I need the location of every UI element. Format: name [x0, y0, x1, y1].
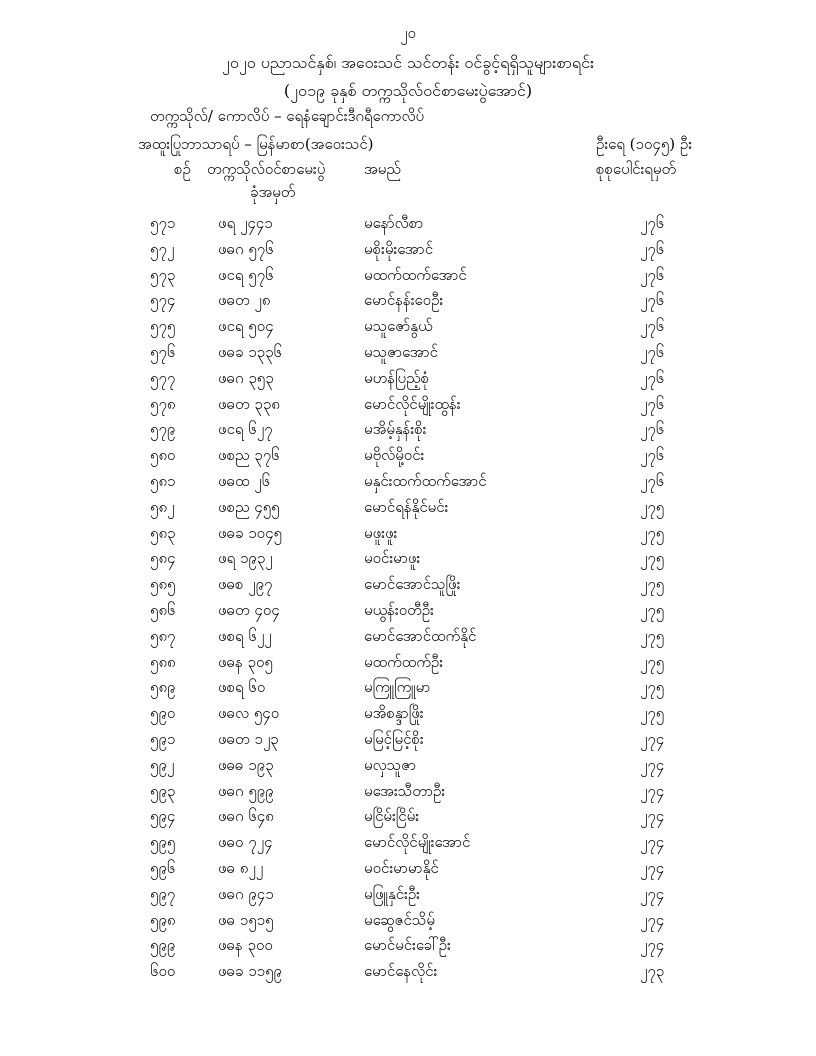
row-marks: ၂၇၆ [640, 265, 665, 284]
row-number: ၅၉၇ [150, 884, 176, 903]
row-marks: ၂၇၅ [640, 523, 665, 542]
row-name: မောင်နေလိုင်း [364, 962, 438, 981]
table-row [0, 859, 816, 885]
row-roll-number: ဖဓ ၁၅၁၅ [218, 910, 274, 929]
row-marks: ၂၇၅ [640, 600, 665, 619]
row-number: ၅၈၅ [150, 575, 176, 594]
row-name: မဝင်းမာမာနိုင် [364, 858, 439, 877]
row-name: မအိစန္ဒာဖြိုး [364, 704, 424, 723]
row-roll-number: ဖဓဂ ၆၄၈ [218, 807, 274, 826]
table-row [0, 936, 816, 962]
row-marks: ၂၇၅ [640, 704, 665, 723]
row-number: ၅၉၆ [150, 858, 176, 877]
row-roll-number: ဖစည ၃၇၆ [218, 446, 280, 465]
row-marks: ၂၇၅ [640, 652, 665, 671]
row-roll-number: ဖစရ ၆၂၂ [218, 626, 272, 645]
row-marks: ၂၇၅ [640, 549, 665, 568]
table-row [0, 575, 816, 601]
row-number: ၅၈၃ [150, 523, 176, 542]
row-name: မောင်နန်းဝေဦး [364, 291, 444, 310]
table-row [0, 291, 816, 317]
table-row [0, 214, 816, 240]
table-row [0, 962, 816, 988]
table-row [0, 730, 816, 756]
row-number: ၅၇၈ [150, 394, 176, 413]
row-marks: ၂၇၃ [640, 962, 665, 981]
row-name: မဖူးဖူး [364, 523, 398, 542]
row-roll-number: ဖဓဓ ၁၉၃ [218, 755, 274, 774]
row-roll-number: ဖဓတ ၃၃၈ [218, 394, 280, 413]
row-name: မငြိမ်းငြိမ်း [364, 807, 420, 826]
header-name: အမည် [364, 160, 401, 178]
row-number: ၅၈၈ [150, 652, 176, 671]
row-roll-number: ဖဓန ၃၀၅ [218, 652, 273, 671]
row-roll-number: ဖရ ၁၉၃၂ [218, 549, 273, 568]
row-roll-number: ဖဓန ၃၀၀ [218, 936, 273, 955]
row-marks: ၂၇၄ [640, 910, 665, 929]
row-roll-number: ဖဓခ ၁၀၄၅ [218, 523, 282, 542]
row-number: ၅၇၅ [150, 317, 176, 336]
row-number: ၅၇၁ [150, 214, 176, 232]
row-name: မဟန်ပြည့်စုံ [364, 368, 430, 387]
row-number: ၅၈၇ [150, 626, 176, 645]
row-number: ၅၉၈ [150, 910, 176, 929]
header-no: စဉ် [174, 160, 191, 178]
table-row [0, 498, 816, 524]
row-marks: ၂၇၅ [640, 575, 665, 594]
total-count: ဦးရေ (၁၀၄၅) ဦး [596, 135, 693, 153]
row-marks: ၂၇၄ [640, 833, 665, 852]
row-name: မောင်အောင်ထက်နိုင် [364, 626, 477, 645]
row-number: ၅၈၀ [150, 446, 176, 465]
row-name: မဖြူနှင်းဦး [364, 884, 420, 903]
row-number: ၅၇၃ [150, 265, 176, 284]
row-name: မအိမ့်နှန်းစိုး [364, 420, 427, 439]
university-line: တက္ကသိုလ်/ ကောလိပ် – ရေနံချောင်းဒီဂရီကောလိပ် [150, 107, 425, 125]
row-marks: ၂၇၆ [640, 394, 665, 413]
row-roll-number: ဖငရ ၅၇၆ [218, 265, 274, 284]
row-marks: ၂၇၄ [640, 807, 665, 826]
row-number: ၅၇၂ [150, 239, 175, 258]
table-row [0, 524, 816, 550]
table-row [0, 420, 816, 446]
row-number: ၅၉၃ [150, 781, 176, 800]
row-name: မသူဇော်နွယ် [364, 317, 433, 336]
row-name: မယွန်းဝတီဦး [364, 600, 434, 619]
row-number: ၅၉၀ [150, 704, 176, 723]
page-subtitle: (၂၀၁၉ ခုနှစ် တက္ကသိုလ်ဝင်စာမေးပွဲအောင်) [283, 81, 533, 100]
row-number: ၅၈၄ [150, 549, 176, 568]
row-number: ၅၉၉ [150, 936, 176, 955]
row-name: မောင်မင်းခေါ်ဦး [364, 936, 451, 955]
row-roll-number: ဖဓတ ၁၂၃ [218, 729, 279, 748]
row-marks: ၂၇၆ [640, 368, 665, 387]
row-name: မမြင့်မြင့်စိုး [364, 729, 424, 748]
table-row [0, 653, 816, 679]
row-marks: ၂၇၄ [640, 858, 665, 877]
table-row [0, 911, 816, 937]
table-row [0, 627, 816, 653]
row-marks: ၂၇၆ [640, 471, 665, 490]
row-marks: ၂၇၅ [640, 678, 665, 697]
row-number: ၅၇၇ [150, 368, 176, 387]
table-row [0, 472, 816, 498]
row-name: မနော်လီစာ [364, 214, 424, 232]
row-name: မကြူကြူမာ [364, 678, 431, 697]
row-name: မောင်လိုင်မျိုးအောင် [364, 833, 471, 852]
row-name: မထက်ထက်ဦး [364, 652, 444, 671]
row-marks: ၂၇၆ [640, 342, 665, 361]
row-number: ၅၉၄ [150, 807, 176, 826]
results-table [0, 214, 816, 988]
table-row [0, 678, 816, 704]
table-row [0, 807, 816, 833]
row-number: ၅၉၅ [150, 833, 176, 852]
row-marks: ၂၇၆ [640, 291, 665, 310]
header-roll-line2: ခုံအမှတ် [250, 183, 296, 201]
row-name: မသူဇာအောင် [364, 342, 438, 361]
row-marks: ၂၇၄ [640, 729, 665, 748]
row-roll-number: ဖဓဝ ၇၂၄ [218, 833, 273, 852]
row-number: ၅၉၁ [150, 729, 176, 748]
row-name: မောင်အောင်သူဖြိုး [364, 575, 461, 594]
row-name: မအေးသီတာဦး [364, 781, 446, 800]
row-roll-number: ဖဓတ ၄၀၄ [218, 600, 280, 619]
table-row [0, 240, 816, 266]
page-number: ၂၀ [400, 24, 416, 42]
row-roll-number: ဖဓဂ ၅၉၉ [218, 781, 274, 800]
row-number: ၅၈၉ [150, 678, 176, 697]
row-roll-number: ဖငရ ၅၀၄ [218, 317, 274, 336]
table-row [0, 601, 816, 627]
row-name: မနှင်းထက်ထက်အောင် [364, 471, 487, 490]
table-row [0, 369, 816, 395]
row-roll-number: ဖဓခ ၁၃၃၆ [218, 342, 282, 361]
table-row [0, 704, 816, 730]
table-row [0, 317, 816, 343]
row-roll-number: ဖစည ၄၅၅ [218, 497, 280, 516]
row-marks: ၂၇၄ [640, 781, 665, 800]
row-name: မစိုးမိုးအောင် [364, 239, 434, 258]
row-marks: ၂၇၄ [640, 936, 665, 955]
row-number: ၆၀၀ [150, 962, 176, 981]
table-row [0, 266, 816, 292]
table-row [0, 446, 816, 472]
page-title: ၂၀၂၀ ပညာသင်နှစ်၊ အဝေးသင် သင်တန်း ဝင်ခွင့်ရရှိသူများစာရင်း [222, 53, 594, 72]
row-name: မဆွေဇင်သိမ့် [364, 910, 435, 929]
row-name: မလှသူဇာ [364, 755, 417, 774]
row-number: ၅၇၆ [150, 342, 176, 361]
row-marks: ၂၇၆ [640, 317, 665, 336]
row-marks: ၂၇၆ [640, 214, 665, 232]
table-row [0, 343, 816, 369]
row-marks: ၂၇၄ [640, 884, 665, 903]
row-roll-number: ဖဓတ ၂၈ [218, 291, 271, 310]
row-roll-number: ဖဓဂ ၃၅၃ [218, 368, 274, 387]
row-roll-number: ဖဓ ၈၂၂ [218, 858, 264, 877]
row-name: မောင်ရန်နိုင်မင်း [364, 497, 449, 516]
table-row [0, 885, 816, 911]
row-marks: ၂၇၆ [640, 446, 665, 465]
header-marks: စုစုပေါင်းရမှတ် [596, 160, 677, 178]
row-roll-number: ဖဓလ ၅၄၀ [218, 704, 280, 723]
row-number: ၅၈၂ [150, 497, 175, 516]
table-row [0, 395, 816, 421]
row-number: ၅၇၄ [150, 291, 176, 310]
row-marks: ၂၇၆ [640, 420, 665, 439]
row-roll-number: ဖဓစ ၂၉၇ [218, 575, 273, 594]
major-line: အထူးပြုဘာသာရပ် – မြန်မာစာ(အဝေးသင်) [138, 135, 374, 153]
row-name: မဝင်းမာဖူး [364, 549, 421, 568]
row-name: မထက်ထက်အောင် [364, 265, 467, 284]
row-roll-number: ဖဓဂ ၅၇၆ [218, 239, 274, 258]
row-roll-number: ဖငရ ၆၂၇ [218, 420, 273, 439]
row-marks: ၂၇၅ [640, 626, 665, 645]
row-roll-number: ဖဓဂ ၉၄၁ [218, 884, 274, 903]
row-number: ၅၈၁ [150, 471, 176, 490]
row-marks: ၂၇၆ [640, 239, 665, 258]
table-row [0, 833, 816, 859]
row-name: မောင်လိုင်မျိုးထွန်း [364, 394, 461, 413]
row-roll-number: ဖစရ ၆၀ [218, 678, 266, 697]
row-number: ၅၈၆ [150, 600, 176, 619]
row-marks: ၂၇၅ [640, 497, 665, 516]
row-name: မဗိုလ်မို့ဝင်း [364, 446, 425, 465]
table-row [0, 756, 816, 782]
table-row [0, 549, 816, 575]
row-number: ၅၇၉ [150, 420, 176, 439]
table-row [0, 782, 816, 808]
row-roll-number: ဖရ ၂၄၄၁ [218, 214, 273, 232]
row-roll-number: ဖဓခ ၁၁၅၉ [218, 962, 282, 981]
row-marks: ၂၇၄ [640, 755, 665, 774]
header-roll: တက္ကသိုလ်ဝင်စာမေးပွဲ [207, 160, 326, 178]
row-number: ၅၉၂ [150, 755, 175, 774]
row-roll-number: ဖဓထ ၂၆ [218, 471, 271, 490]
